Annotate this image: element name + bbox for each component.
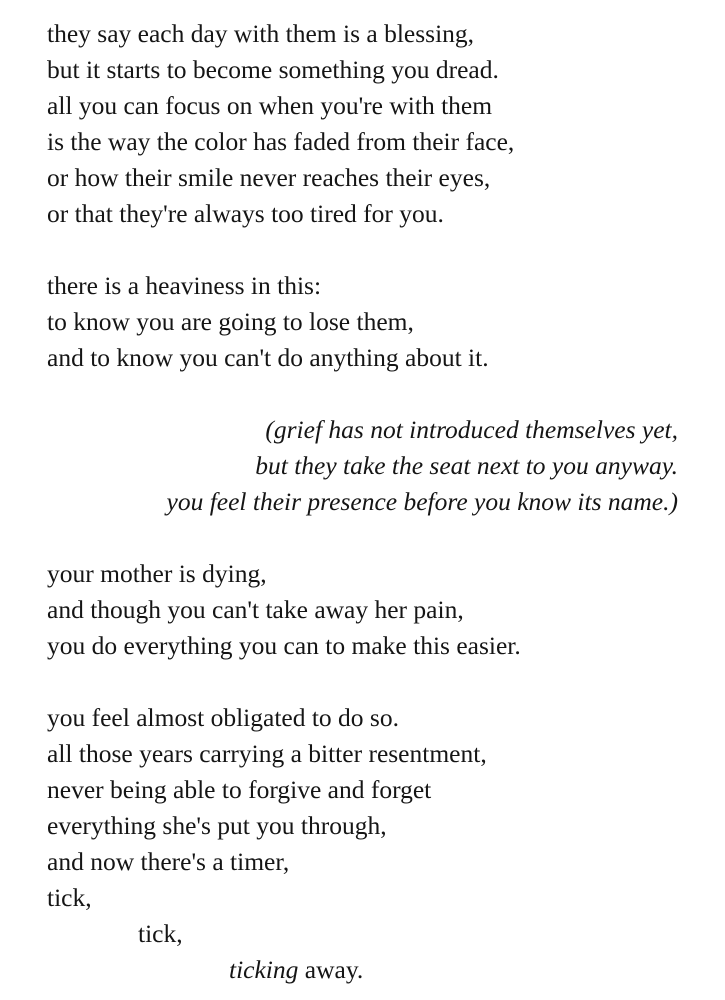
poem-line: all those years carrying a bitter resentment,	[47, 739, 487, 768]
poem-aside-line: you feel their presence before you know its name.)	[166, 487, 678, 516]
poem-line-indented: tick,	[138, 919, 183, 948]
poem-line: to know you are going to lose them,	[47, 307, 414, 336]
poem-line: never being able to forgive and forget	[47, 775, 432, 804]
poem-line: and though you can't take away her pain,	[47, 595, 464, 624]
poem-line: everything she's put you through,	[47, 811, 387, 840]
poem-line: and to know you can't do anything about it.	[47, 343, 489, 372]
poem-final-italic-word: ticking	[229, 955, 299, 984]
poem-line: you feel almost obligated to do so.	[47, 703, 399, 732]
poem-line: but it starts to become something you dread.	[47, 55, 499, 84]
poem-aside-line: but they take the seat next to you anyway.	[255, 451, 678, 480]
poem-line: you do everything you can to make this easier.	[47, 631, 521, 660]
poem-aside-line: (grief has not introduced themselves yet,	[265, 415, 678, 444]
poem-line: your mother is dying,	[47, 559, 267, 588]
poem-line: tick,	[47, 883, 92, 912]
poem-final-rest: away.	[298, 955, 364, 984]
poem-line: is the way the color has faded from their face,	[47, 127, 515, 156]
poem-line: and now there's a timer,	[47, 847, 290, 876]
poem-line: all you can focus on when you're with them	[47, 91, 493, 120]
poem-line: they say each day with them is a blessing,	[47, 19, 475, 48]
poem-final-line	[229, 952, 363, 988]
poem-line: or how their smile never reaches their eyes,	[47, 163, 491, 192]
poem-line: or that they're always too tired for you.	[47, 199, 444, 228]
poem-line: there is a heaviness in this:	[47, 271, 322, 300]
